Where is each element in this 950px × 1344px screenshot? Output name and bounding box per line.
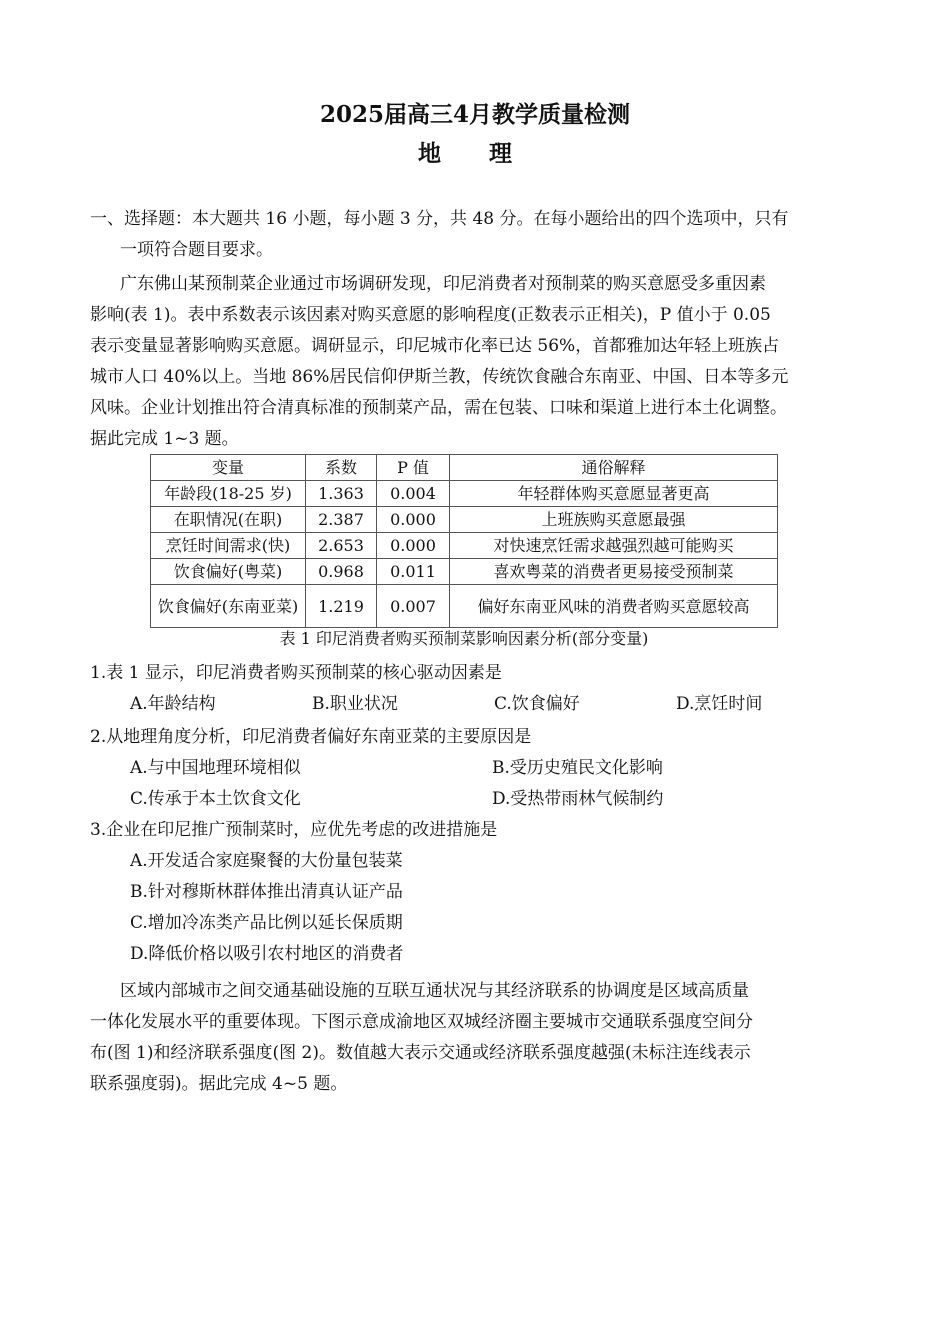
passage-1-line: 影响(表 1)。表中系数表示该因素对购买意愿的影响程度(正数表示正相关)，P 值小于 0.05 xyxy=(90,305,771,325)
passage-1-line: 表示变量显著影响购买意愿。调研显示，印尼城市化率已达 56%，首都雅加达年轻上班族占 xyxy=(90,336,780,356)
table-cell: 饮食偏好(粤菜) xyxy=(151,559,306,585)
table-row xyxy=(151,507,778,533)
table-row xyxy=(151,481,778,507)
table-cell: 年轻群体购买意愿显著更高 xyxy=(450,481,778,507)
table-cell: 偏好东南亚风味的消费者购买意愿较高 xyxy=(450,585,778,628)
table-cell: 1.363 xyxy=(306,481,377,507)
option-d[interactable]: D.烹饪时间 xyxy=(676,694,763,714)
section-heading xyxy=(90,204,862,266)
passage-1-line: 据此完成 1~3 题。 xyxy=(90,429,239,449)
section-instruction-line-1: 一、选择题：本大题共 16 小题，每小题 3 分，共 48 分。在每小题给出的四个选项中，只有 xyxy=(90,209,789,229)
table-cell: 年龄段(18-25 岁) xyxy=(151,481,306,507)
passage-2-line: 区域内部城市之间交通基础设施的互联互通状况与其经济联系的协调度是区域高质量 xyxy=(120,981,749,1001)
table-cell: 2.653 xyxy=(306,533,377,559)
passage-2-line: 一体化发展水平的重要体现。下图示意成渝地区双城经济圈主要城市交通联系强度空间分 xyxy=(90,1012,753,1032)
table-cell: 0.011 xyxy=(377,559,450,585)
subject-title: 地 理 xyxy=(417,140,532,167)
table-caption: 表 1 印尼消费者购买预制菜影响因素分析(部分变量) xyxy=(279,629,649,648)
table-header-cell: 通俗解释 xyxy=(450,455,778,481)
passage-1-line: 风味。企业计划推出符合清真标准的预制菜产品，需在包装、口味和渠道上进行本土化调整。 xyxy=(90,398,787,418)
passage-1-line: 广东佛山某预制菜企业通过市场调研发现，印尼消费者对预制菜的购买意愿受多重因素 xyxy=(120,274,766,294)
table-cell: 2.387 xyxy=(306,507,377,533)
table-row xyxy=(151,585,778,628)
passage-2-line: 布(图 1)和经济联系强度(图 2)。数值越大表示交通或经济联系强度越强(未标注连线表示 xyxy=(90,1043,751,1063)
passage-1-line: 城市人口 40%以上。当地 86%居民信仰伊斯兰教，传统饮食融合东南亚、中国、日本等多元 xyxy=(90,367,789,387)
option-c[interactable]: C.传承于本土饮食文化 xyxy=(130,789,301,809)
question-2-options-row-1 xyxy=(90,753,862,784)
table-cell: 对快速烹饪需求越强烈越可能购买 xyxy=(450,533,778,559)
factor-table xyxy=(150,454,778,628)
option-a[interactable]: A.年龄结构 xyxy=(130,694,216,714)
table-cell: 0.004 xyxy=(377,481,450,507)
option-b[interactable]: B.职业状况 xyxy=(312,694,398,714)
table-cell: 0.000 xyxy=(377,533,450,559)
table-cell: 烹饪时间需求(快) xyxy=(151,533,306,559)
question-2-stem: 2.从地理角度分析，印尼消费者偏好东南亚菜的主要原因是 xyxy=(90,727,532,747)
table-cell: 0.968 xyxy=(306,559,377,585)
table-cell: 上班族购买意愿最强 xyxy=(450,507,778,533)
passage-2-line: 联系强度弱)。据此完成 4~5 题。 xyxy=(90,1074,348,1094)
section-instruction-line-2: 一项符合题目要求。 xyxy=(120,240,273,260)
table-header-cell: 变量 xyxy=(151,455,306,481)
table-cell: 0.007 xyxy=(377,585,450,628)
table-cell: 0.000 xyxy=(377,507,450,533)
table-row xyxy=(151,559,778,585)
passage-1 xyxy=(90,269,862,455)
option-a[interactable]: A.与中国地理环境相似 xyxy=(130,758,301,778)
question-3-stem: 3.企业在印尼推广预制菜时，应优先考虑的改进措施是 xyxy=(90,820,498,840)
table-row xyxy=(151,533,778,559)
question-1-stem: 1.表 1 显示，印尼消费者购买预制菜的核心驱动因素是 xyxy=(90,663,502,683)
option-d[interactable]: D.受热带雨林气候制约 xyxy=(492,789,664,809)
table-header-cell: 系数 xyxy=(306,455,377,481)
option-b[interactable]: B.受历史殖民文化影响 xyxy=(492,758,663,778)
questions xyxy=(90,658,862,970)
table-cell: 在职情况(在职) xyxy=(151,507,306,533)
option-d[interactable]: D.降低价格以吸引农村地区的消费者 xyxy=(130,944,404,964)
question-2-options-row-2 xyxy=(90,784,862,815)
option-a[interactable]: A.开发适合家庭聚餐的大份量包装菜 xyxy=(130,851,403,871)
table-header-cell: P 值 xyxy=(377,455,450,481)
table-cell: 喜欢粤菜的消费者更易接受预制菜 xyxy=(450,559,778,585)
option-b[interactable]: B.针对穆斯林群体推出清真认证产品 xyxy=(130,882,403,902)
passage-2 xyxy=(90,976,862,1100)
exam-title: 2025届高三4月教学质量检测 xyxy=(319,101,631,128)
table-header-row xyxy=(151,455,778,481)
option-c[interactable]: C.增加冷冻类产品比例以延长保质期 xyxy=(130,913,403,933)
table-cell: 饮食偏好(东南亚菜) xyxy=(151,585,306,628)
option-c[interactable]: C.饮食偏好 xyxy=(494,694,580,714)
question-1-options xyxy=(90,689,862,720)
table-cell: 1.219 xyxy=(306,585,377,628)
